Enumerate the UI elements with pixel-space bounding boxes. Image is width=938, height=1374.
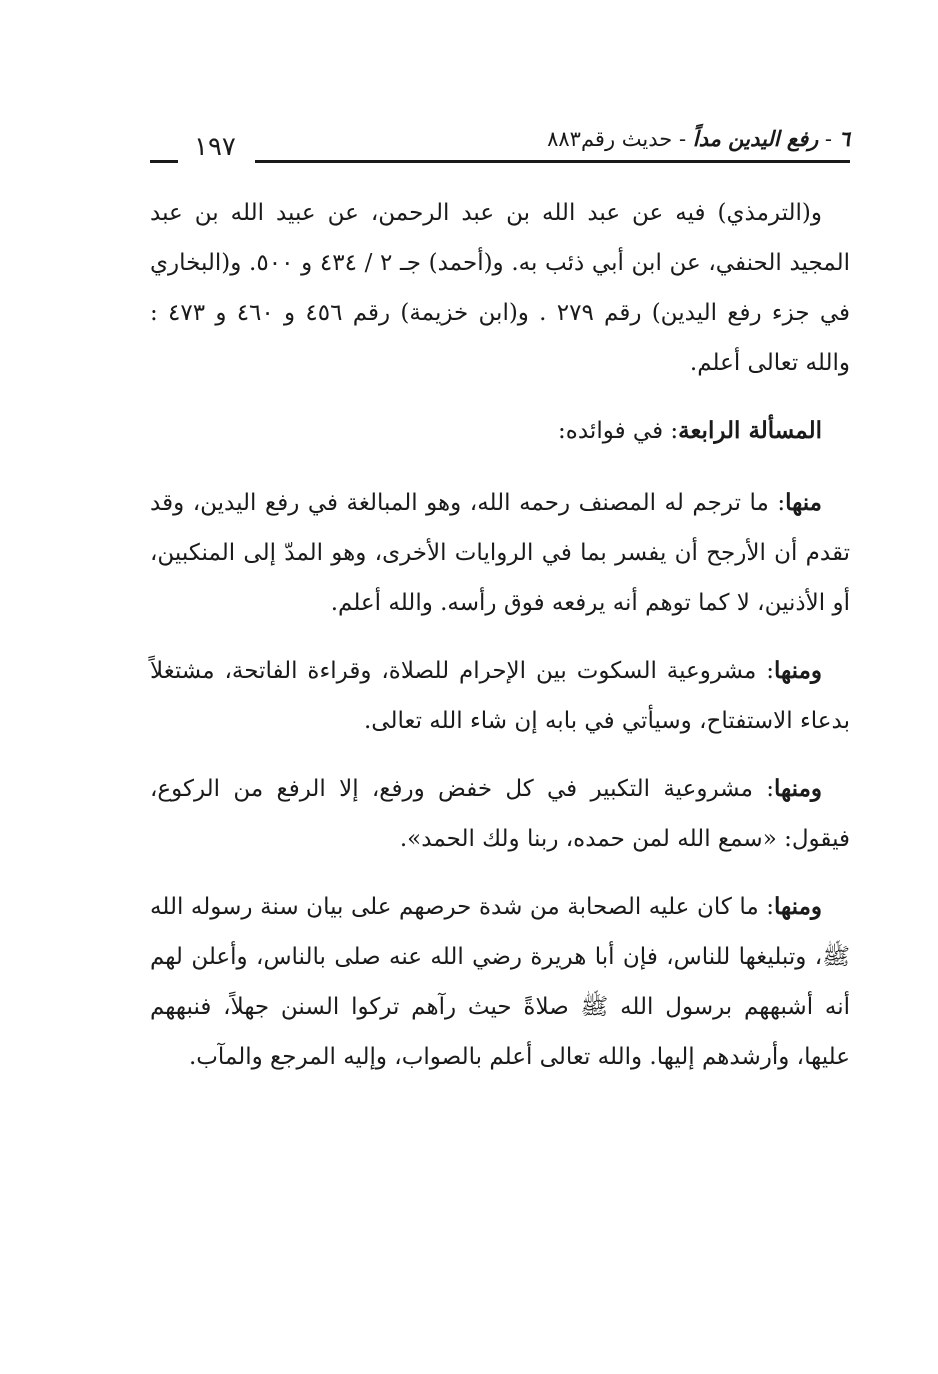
section-heading — [150, 406, 850, 456]
book-title: رفع اليدين مداً — [692, 126, 819, 151]
paragraph-text: و(الترمذي) فيه عن عبد الله بن عبد الرحمن، عن عبيد الله بن عبد المجيد الحنفي، عن ابن أبي ذئب به. و(أحمد) جـ ٢ / ٤٣٤ و ٥٠٠. و(البخاري في جزء رفع اليدين) رقم ٢٧٩ . و(ابن خزيمة) رقم ٤٥٦ و ٤٦٠ و ٤٧٣ : والله تعالى أعلم. — [150, 200, 851, 376]
paragraph-text: : ما كان عليه الصحابة من شدة حرصهم على بيان سنة رسوله الله ﷺ، وتبليغها للناس، فإن أبا هريرة رضي الله عنه صلى بالناس، وأعلن لهم أنه أشبههم برسول الله ﷺ صلاةً حيث رآهم تركوا السنن جهلاً، فنبههم عليها، وأرشدهم إليها. والله تعالى أعلم بالصواب، وإليه المرجع والمآب. — [150, 894, 850, 1070]
body-text — [150, 188, 850, 1100]
paragraph-lead: ومنها — [774, 893, 822, 920]
paragraph — [150, 764, 850, 864]
section-heading-title: المسألة الرابعة — [678, 417, 822, 444]
paragraph — [150, 646, 850, 746]
paragraph-lead: منها — [785, 489, 822, 516]
header-separator: - — [672, 127, 687, 151]
header-rule — [255, 160, 850, 163]
paragraph-lead: ومنها — [774, 775, 822, 802]
header-separator: - — [818, 127, 833, 151]
page-number: ١٩٧ — [194, 132, 236, 162]
paragraph-text: : مشروعية السكوت بين الإحرام للصلاة، وقراءة الفاتحة، مشتغلاً بدعاء الاستفتاح، وسيأتي في بابه إن شاء الله تعالى. — [150, 658, 850, 734]
paragraph-text: : مشروعية التكبير في كل خفض ورفع، إلا الرفع من الركوع، فيقول: «سمع الله لمن حمده، ربنا ولك الحمد». — [150, 776, 850, 852]
paragraph-text: : ما ترجم له المصنف رحمه الله، وهو المبالغة في رفع اليدين، وقد تقدم أن الأرجح أن يفسر بما في الروايات الأخرى، وهو المدّ إلى المنكبين، أو الأذنين، لا كما توهم أنه يرفعه فوق رأسه. والله أعلم. — [150, 490, 850, 616]
header-title — [547, 126, 850, 151]
paragraph — [150, 882, 850, 1082]
paragraph-lead: ومنها — [774, 657, 822, 684]
chapter-number: ٦ — [838, 126, 850, 151]
page-number-dash — [150, 160, 178, 163]
hadith-reference: حديث رقم٨٨٣ — [547, 127, 673, 151]
section-heading-text: : في فوائده: — [558, 418, 679, 444]
paragraph — [150, 188, 850, 388]
paragraph — [150, 478, 850, 628]
running-header — [150, 122, 850, 166]
